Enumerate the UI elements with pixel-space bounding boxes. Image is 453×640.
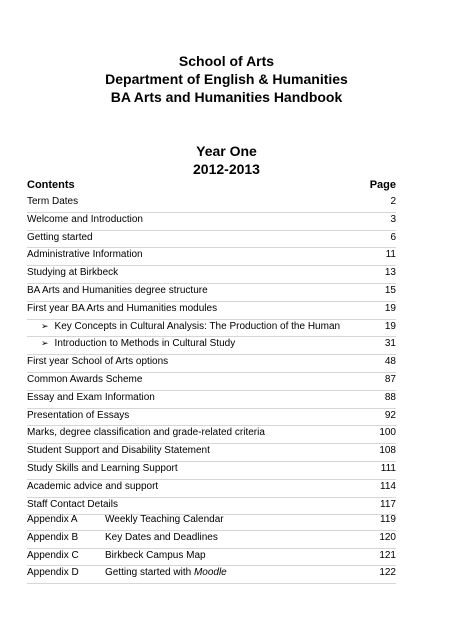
appendix-b: Appendix B Key Dates and Deadlines 120 bbox=[27, 531, 396, 549]
appendix-c: Appendix C Birkbeck Campus Map 121 bbox=[27, 549, 396, 567]
toc-entry-study-skills: Study Skills and Learning Support 111 bbox=[27, 462, 396, 480]
toc-entry-staff-contact: Staff Contact Details 117 bbox=[27, 498, 396, 516]
toc-entry-first-year-modules: First year BA Arts and Humanities modules 19 bbox=[27, 302, 396, 320]
toc-entry-presentation: Presentation of Essays 92 bbox=[27, 409, 396, 427]
title-school: School of Arts bbox=[178, 53, 275, 69]
toc-entry-marks: Marks, degree classification and grade-related criteria 100 bbox=[27, 426, 396, 444]
toc-entry-administrative: Administrative Information 11 bbox=[27, 248, 396, 266]
arrow-bullet-icon: ➢ bbox=[41, 320, 49, 331]
appendix-list bbox=[27, 513, 396, 584]
toc-entry-essay-exam: Essay and Exam Information 88 bbox=[27, 391, 396, 409]
appendix-a: Appendix A Weekly Teaching Calendar 119 bbox=[27, 513, 396, 531]
toc-entry-options: First year School of Arts options 48 bbox=[27, 355, 396, 373]
arrow-bullet-icon: ➢ bbox=[41, 338, 49, 349]
toc-entry-student-support: Student Support and Disability Statement 108 bbox=[27, 444, 396, 462]
contents-header bbox=[27, 179, 396, 191]
toc-entry-methods: ➢ Introduction to Methods in Cultural Study 31 bbox=[27, 337, 396, 355]
appendix-d: Appendix D Getting started with Moodle 122 bbox=[27, 566, 396, 584]
toc-entry-key-concepts: ➢ Key Concepts in Cultural Analysis: The Production of the Human 19 bbox=[27, 320, 396, 338]
page-heading: Page bbox=[369, 179, 396, 191]
toc-entry-academic-advice: Academic advice and support 114 bbox=[27, 480, 396, 498]
toc-entry-degree-structure: BA Arts and Humanities degree structure 15 bbox=[27, 284, 396, 302]
table-of-contents bbox=[27, 195, 396, 515]
toc-entry-term-dates: Term Dates 2 bbox=[27, 195, 396, 213]
title-department: Department of English & Humanities bbox=[105, 71, 348, 87]
title-year: Year One bbox=[196, 143, 257, 159]
document-title bbox=[0, 52, 453, 178]
title-handbook: BA Arts and Humanities Handbook bbox=[110, 89, 343, 105]
toc-entry-common-awards: Common Awards Scheme 87 bbox=[27, 373, 396, 391]
title-session: 2012-2013 bbox=[193, 161, 260, 177]
toc-entry-welcome: Welcome and Introduction 3 bbox=[27, 213, 396, 231]
toc-entry-studying: Studying at Birkbeck 13 bbox=[27, 266, 396, 284]
contents-heading: Contents bbox=[27, 179, 75, 191]
toc-entry-getting-started: Getting started 6 bbox=[27, 231, 396, 249]
